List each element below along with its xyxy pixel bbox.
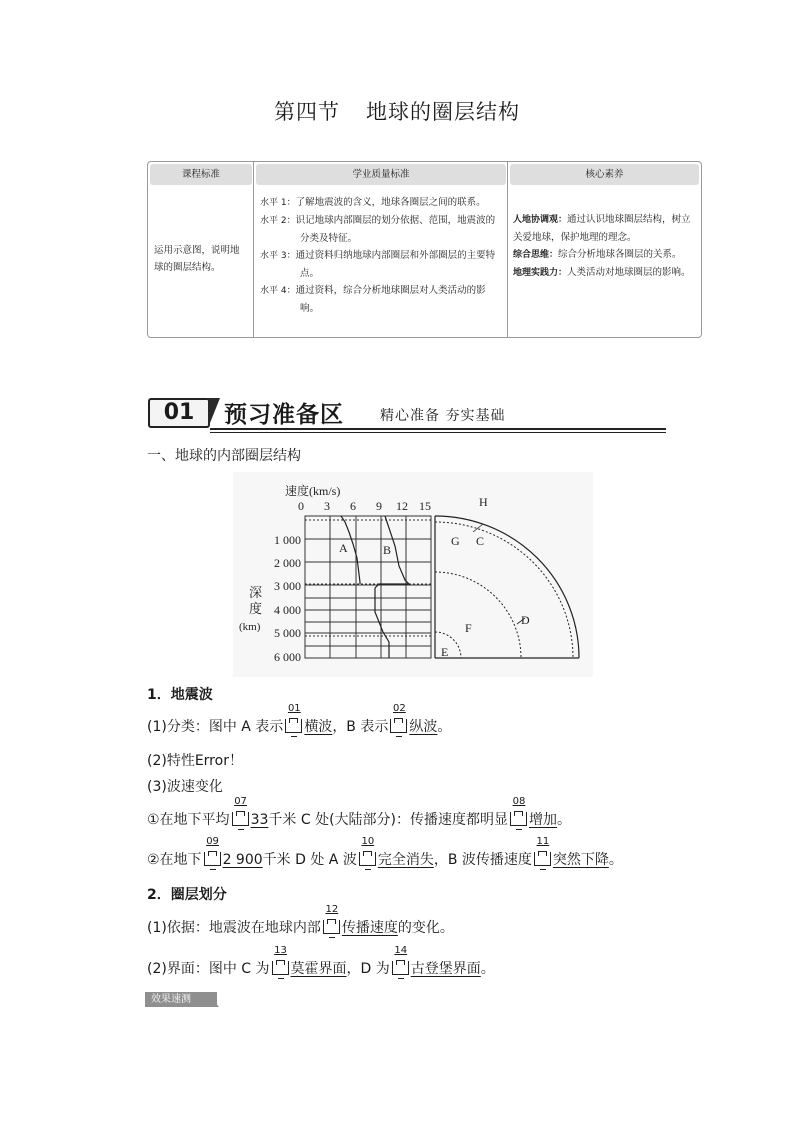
answer-box-icon: 02: [390, 719, 407, 733]
section-banner: [148, 396, 666, 434]
answer-box-icon: 10: [359, 852, 376, 866]
svg-text:4 000: 4 000: [274, 603, 301, 617]
layer-label-e: E: [441, 645, 449, 659]
wave-label-a: A: [339, 541, 348, 555]
header-quality-standard: 学业质量标准: [256, 164, 506, 185]
banner-number: 01: [148, 398, 210, 428]
depth-axis-char-1: 深: [249, 585, 263, 600]
svg-text:3: 3: [324, 499, 330, 513]
answer-box-icon: 11: [534, 852, 551, 866]
answer-12: 传播速度: [341, 920, 398, 936]
quality-level-1: 水平 1：了解地震波的含义，地球各圈层之间的联系。: [260, 197, 486, 208]
core-literacy-2: 综合思维：综合分析地球各圈层的关系。: [513, 249, 682, 260]
answer-box-icon: 13: [272, 961, 289, 975]
header-core-literacy: 核心素养: [510, 164, 699, 185]
svg-text:6: 6: [350, 499, 356, 513]
title-text: 地球的圈层结构: [366, 100, 520, 124]
page-title: [0, 96, 794, 126]
answer-02: 纵波: [409, 719, 438, 735]
wave-curve-b: [375, 516, 409, 658]
depth-axis-char-2: 度: [249, 601, 263, 616]
answer-box-icon: 01: [285, 719, 302, 733]
layer-label-c: C: [476, 534, 485, 548]
line-speed-2900km: ②在地下 09 2 900千米 D 处 A 波 10 完全消失，B 波传播速度 11 突然下降。: [147, 836, 623, 868]
svg-text:12: 12: [396, 499, 408, 513]
answer-box-icon: 09: [204, 852, 221, 866]
title-section-number: 第四节: [274, 100, 340, 124]
svg-text:2 000: 2 000: [274, 556, 301, 570]
answer-10: 完全消失: [377, 852, 434, 868]
line-speed-33km: ①在地下平均 07 33千米 C 处(大陆部分)：传播速度都明显 08 增加。: [147, 796, 571, 828]
layer-label-d: D: [521, 613, 530, 627]
quality-levels-cell: [260, 194, 504, 317]
core-literacy-3: 地理实践力：人类活动对地球圈层的影响。: [513, 267, 691, 278]
line-speed-change: (3)波速变化: [147, 779, 223, 795]
answer-07: 33: [250, 812, 269, 828]
core-literacy-1: 人地协调观：通过认识地球圈层结构，树立关爱地球，保护地理的理念。: [513, 214, 691, 243]
layer-label-f: F: [465, 621, 472, 635]
answer-11: 突然下降: [552, 852, 609, 868]
banner-subtitle: 精心准备 夯实基础: [380, 408, 506, 424]
header-course-standard: 课程标准: [150, 164, 252, 185]
answer-08: 增加: [529, 812, 557, 828]
section-heading: 一、地球的内部圈层结构: [147, 448, 301, 464]
line-classification: (1)分类：图中 A 表示 01 横波，B 表示 02 纵波。: [147, 703, 452, 735]
line-basis: (1)依据：地震波在地球内部 12 传播速度的变化。: [147, 904, 454, 936]
svg-text:6 000: 6 000: [274, 650, 301, 664]
svg-text:0: 0: [298, 499, 304, 513]
wave-label-b: B: [383, 543, 392, 557]
quick-test-tag: 效果速测: [145, 992, 217, 1007]
answer-box-icon: 14: [392, 961, 409, 975]
answer-13: 莫霍界面: [290, 961, 347, 977]
svg-text:15: 15: [419, 499, 431, 513]
line-properties: (2)特性Error！: [147, 753, 243, 769]
heading-seismic-waves: 1．地震波: [147, 687, 213, 703]
core-literacy-cell: [513, 211, 699, 282]
course-standard-cell: 运用示意图，说明地 球的圈层结构。: [154, 245, 240, 273]
earth-structure-figure: [233, 472, 593, 677]
quality-level-3: 水平 3：通过资料归纳地球内部圈层和外部圈层的主要特点。: [260, 250, 496, 279]
layer-label-g: G: [451, 534, 460, 548]
answer-box-icon: 12: [323, 920, 340, 934]
speed-ticks: [298, 499, 431, 513]
heading-layer-division: 2．圈层划分: [147, 887, 227, 903]
answer-09: 2 900: [222, 852, 263, 868]
banner-title: 预习准备区: [224, 401, 344, 428]
answer-01: 横波: [304, 719, 333, 735]
svg-text:1 000: 1 000: [274, 533, 301, 547]
quality-level-2: 水平 2：识记地球内部圈层的划分依据、范围，地震波的分类及特征。: [260, 215, 496, 244]
standards-table: [147, 161, 702, 338]
answer-box-icon: 08: [510, 812, 527, 826]
depth-ticks: [274, 533, 301, 664]
layer-label-h: H: [479, 495, 488, 509]
svg-text:5 000: 5 000: [274, 626, 301, 640]
quality-level-4: 水平 4：通过资料，综合分析地球圈层对人类活动的影响。: [260, 285, 486, 314]
speed-axis-label: 速度(km/s): [285, 484, 341, 498]
depth-unit: (km): [239, 621, 261, 633]
answer-box-icon: 07: [232, 812, 249, 826]
svg-text:9: 9: [376, 499, 382, 513]
svg-text:3 000: 3 000: [274, 579, 301, 593]
line-interfaces: (2)界面：图中 C 为 13 莫霍界面，D 为 14 古登堡界面。: [147, 945, 495, 977]
answer-14: 古登堡界面: [410, 961, 481, 977]
